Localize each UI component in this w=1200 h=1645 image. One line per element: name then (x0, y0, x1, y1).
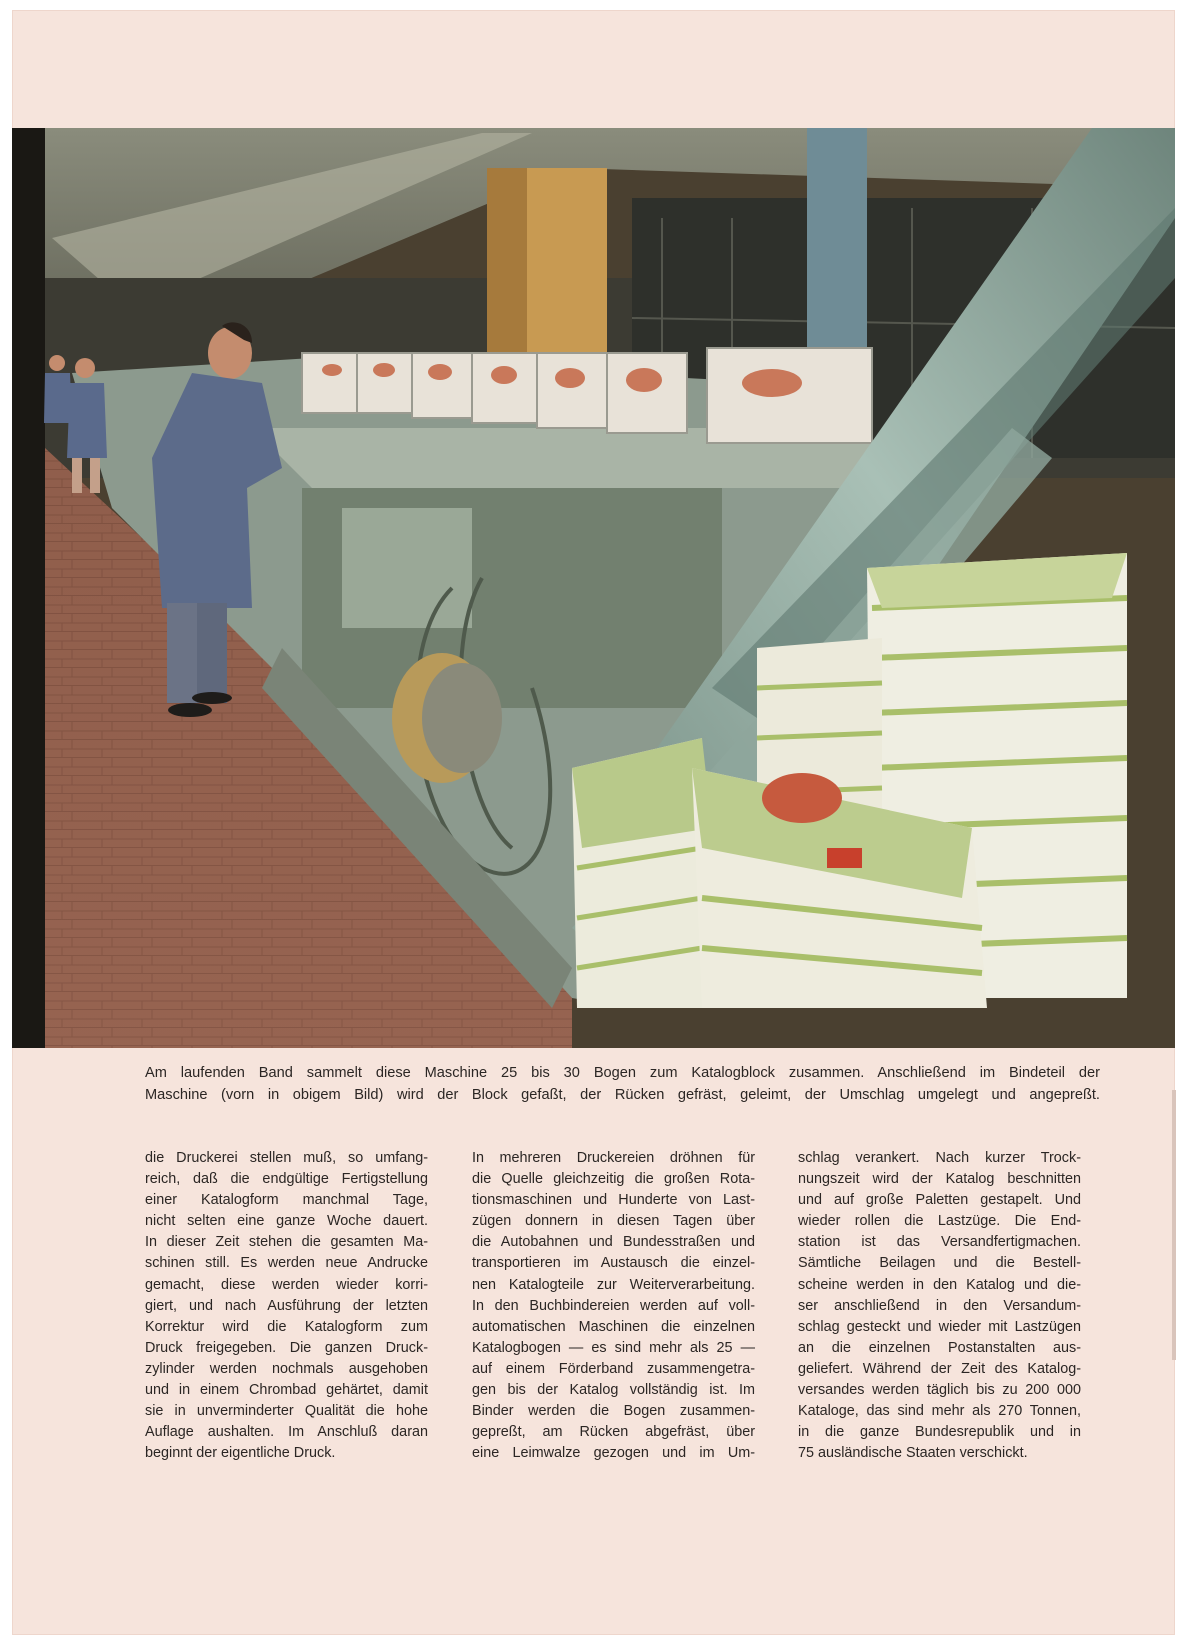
text-line: Katalogbogen — es sind mehr als 25 — (472, 1339, 755, 1356)
text-line: In den Buchbindereien werden auf voll- (472, 1297, 755, 1314)
text-line: schlag gesteckt und wieder mit Lastzügen (798, 1318, 1081, 1335)
text-line: die Quelle gleichzeitig die großen Rota- (472, 1171, 755, 1188)
text-column-3 (798, 1148, 1081, 1464)
text-line: die Druckerei stellen muß, so umfang- (145, 1150, 428, 1166)
catalog-stack (572, 738, 712, 1008)
text-line: ser anschließend in den Versandum- (798, 1297, 1081, 1314)
text-line: die Autobahnen und Bundesstraßen und (472, 1234, 755, 1251)
factory-binding-line-photo (12, 128, 1175, 1048)
text-line: versandes werden täglich bis zu 200 000 (798, 1382, 1081, 1399)
text-line: tionsmaschinen und Hunderte von Last- (472, 1192, 755, 1209)
text-line: an die einzelnen Postanstalten aus- (798, 1339, 1081, 1356)
text-line: In mehreren Druckereien dröhnen für (472, 1150, 755, 1166)
text-line: Sämtliche Beilagen und die Bestell- (798, 1255, 1081, 1272)
caption-line: Am laufenden Band sammelt diese Maschine 25 bis 30 Bogen zum Katalogblock zusammen. Anschließend im Bindeteil der (145, 1065, 1100, 1081)
text-line: Binder werden die Bogen zusammen- (472, 1403, 755, 1420)
text-line: gemacht, diese werden wieder korri- (145, 1276, 428, 1293)
text-line: In dieser Zeit stehen die gesamten Ma- (145, 1234, 428, 1251)
text-line: 75 ausländische Staaten verschickt. (798, 1445, 1028, 1462)
text-line: nen Katalogteile zur Weiterverarbeitung. (472, 1276, 755, 1293)
text-column-2 (472, 1148, 755, 1464)
text-line: Korrektur wird die Katalogform zum (145, 1318, 428, 1335)
text-line: schinen still. Es werden neue Andrucke (145, 1255, 428, 1272)
text-line: zügen donnern in diesen Tagen über (472, 1213, 755, 1230)
article-body (145, 1148, 1100, 1468)
text-line: in die ganze Bundesrepublik und in (798, 1424, 1081, 1441)
text-line: Auflage aushalten. Im Anschluß daran (145, 1424, 428, 1441)
factory-photo (12, 128, 1175, 1048)
text-column-1 (145, 1148, 428, 1464)
text-line: und in einem Chrombad gehärtet, damit (145, 1382, 428, 1399)
caption-line: Maschine (vorn in obigem Bild) wird der Block gefaßt, der Rücken gefräst, geleimt, der Umschlag umgelegt und angepreßt. (145, 1087, 1100, 1103)
text-line: einer Katalogform manchmal Tage, (145, 1192, 428, 1209)
photo-caption (145, 1062, 1100, 1106)
text-line: beginnt der eigentliche Druck. (145, 1445, 336, 1462)
text-line: station ist das Versandfertigmachen. (798, 1234, 1081, 1251)
text-line: transportieren im Austausch die einzel- (472, 1255, 755, 1272)
text-line: gen bis der Katalog vollständig ist. Im (472, 1382, 755, 1399)
text-line: zylinder werden nochmals ausgehoben (145, 1360, 428, 1377)
text-line: eine Leimwalze gezogen und im Um- (472, 1445, 755, 1462)
text-line: Kataloge, das sind mehr als 270 Tonnen, (798, 1403, 1081, 1420)
text-line: scheine werden in den Katalog und die- (798, 1276, 1081, 1293)
text-line: und auf große Paletten gestapelt. Und (798, 1192, 1081, 1209)
text-line: geliefert. Während der Zeit des Katalog- (798, 1360, 1081, 1377)
text-line: nungszeit wird der Katalog beschnitten (798, 1171, 1081, 1188)
text-line: auf einem Förderband zusammengetra- (472, 1360, 755, 1377)
text-line: sie in unverminderter Qualität die hohe (145, 1403, 428, 1420)
text-line: giert, und nach Ausführung der letzten (145, 1297, 428, 1314)
text-line: automatischen Maschinen die einzelnen (472, 1318, 755, 1335)
text-line: nicht selten eine ganze Woche dauert. (145, 1213, 428, 1230)
page-edge (1172, 1090, 1176, 1360)
text-line: Druck freigegeben. Die ganzen Druck- (145, 1339, 428, 1356)
text-line: schlag verankert. Nach kurzer Trock- (798, 1150, 1081, 1166)
text-line: gepreßt, am Rücken abgefräst, über (472, 1424, 755, 1441)
text-line: reich, daß die endgültige Fertigstellung (145, 1171, 428, 1188)
text-line: wieder rollen die Lastzüge. Die End- (798, 1213, 1081, 1230)
